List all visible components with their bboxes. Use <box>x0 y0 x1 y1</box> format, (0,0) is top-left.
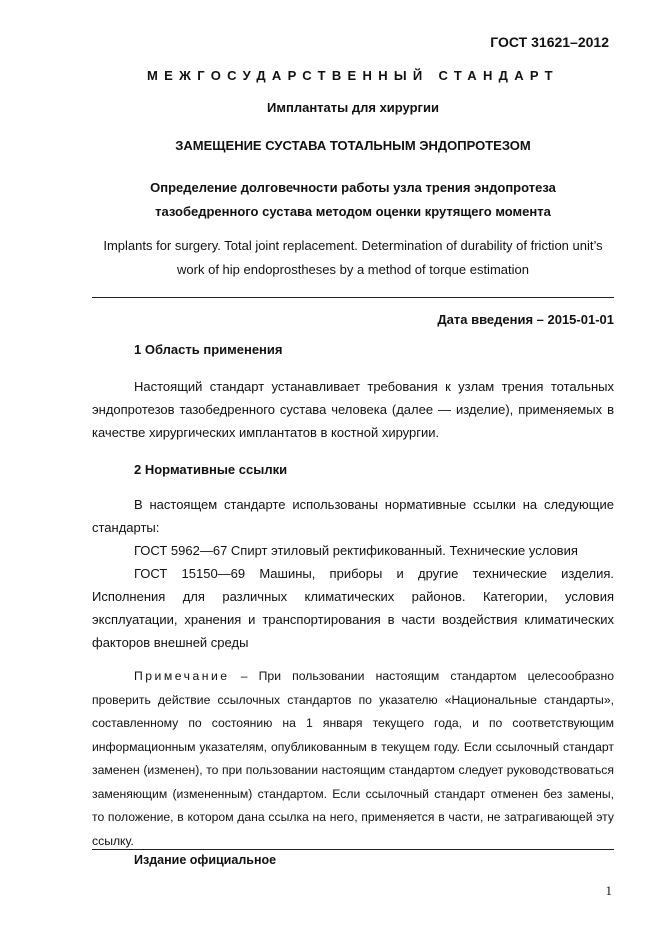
interstate-standard-banner: МЕЖГОСУДАРСТВЕННЫЙ СТАНДАРТ <box>147 68 559 83</box>
standard-number: ГОСТ 31621–2012 <box>490 34 609 50</box>
note-text: – При пользовании настоящим стандартом целесообразно проверить действие ссылочных стандартов по указателю «Национальные стандарты», составленному по состоянию на 1 января текущего года, и по соответствующим информационным указателям, опубликованным в текущем году. Если ссылочный стандарт заменен (изменен), то при пользовании настоящим стандартом следует руководствоваться заменяющим (измененным) стандартом. Если ссылочный стандарт отменен без замены, то положение, в котором дана ссылка на него, применяется в части, не затрагивающей эту ссылку. <box>92 669 614 848</box>
section-1-text: Настоящий стандарт устанавливает требования к узлам трения тотальных эндопротезов тазобедренного сустава человека (далее — изделие), применяемых в качестве хирургических имплантатов в костной хирургии. <box>92 379 614 440</box>
reference-gost-15150: ГОСТ 15150—69 Машины, приборы и другие технические изделия. Исполнения для различных климатических районов. Категории, условия эксплуатации, хранения и транспортирования в части воздействия климатических факторов внешней среды <box>92 566 614 650</box>
note-paragraph <box>92 665 614 853</box>
standard-subtitle <box>92 176 614 224</box>
english-title <box>92 234 614 282</box>
section-2-intro: В настоящем стандарте использованы нормативные ссылки на следующие стандарты: <box>92 497 614 535</box>
english-title-line-2: work of hip endoprostheses by a method of torque estimation <box>177 262 529 277</box>
official-edition-label: Издание официальное <box>134 853 277 867</box>
standard-group-title: Имплантаты для хирургии <box>267 100 439 115</box>
page-number: 1 <box>605 883 612 898</box>
section-1-heading: 1 Область применения <box>134 342 283 357</box>
reference-gost-5962: ГОСТ 5962—67 Спирт этиловый ректификованный. Технические условия <box>134 543 578 558</box>
english-title-line-1: Implants for surgery. Total joint replacement. Determination of durability of friction unit’s <box>103 238 603 253</box>
subtitle-line-2: тазобедренного сустава методом оценки крутящего момента <box>155 204 551 219</box>
subtitle-line-1: Определение долговечности работы узла трения эндопротеза <box>150 180 556 195</box>
section-2-heading: 2 Нормативные ссылки <box>134 462 288 477</box>
standard-main-title: ЗАМЕЩЕНИЕ СУСТАВА ТОТАЛЬНЫМ ЭНДОПРОТЕЗОМ <box>175 138 531 153</box>
title-divider <box>92 297 614 298</box>
note-label: Примечание <box>134 669 230 683</box>
footer-divider <box>92 849 614 850</box>
introduction-date: Дата введения – 2015-01-01 <box>437 312 614 327</box>
